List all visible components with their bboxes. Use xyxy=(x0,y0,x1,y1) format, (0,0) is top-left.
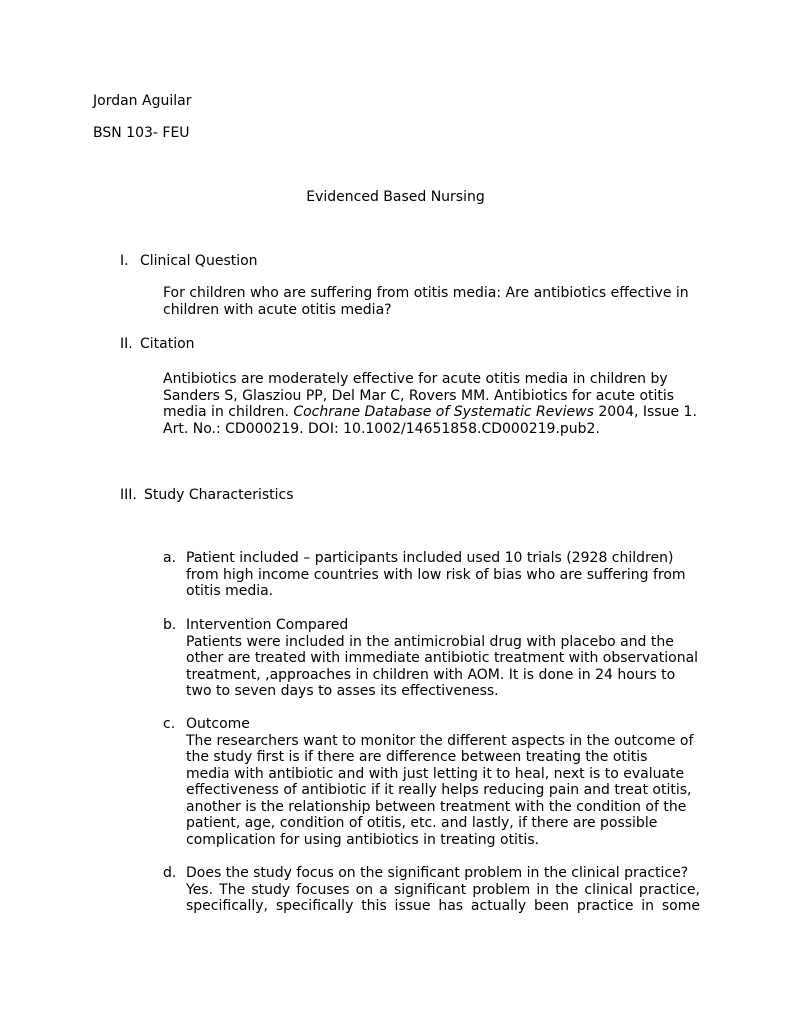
list-item-significant-problem xyxy=(186,865,700,915)
item-line: effectiveness of antibiotic if it really helps reducing pain and treat otitis, xyxy=(186,782,692,798)
item-line: another is the relationship between treatment with the condition of the xyxy=(186,798,687,815)
section-heading-clinical-question: Clinical Question xyxy=(140,253,258,269)
item-line: The researchers want to monitor the different aspects in the outcome of xyxy=(186,732,694,749)
section-number: III. xyxy=(120,487,137,503)
citation-paragraph xyxy=(163,371,703,437)
section-heading-citation: Citation xyxy=(140,336,195,352)
section-heading-study-characteristics: Study Characteristics xyxy=(144,487,294,503)
item-line: Intervention Compared xyxy=(186,617,349,633)
list-item-patient-included xyxy=(186,550,700,600)
item-line: specifically, specifically this issue has actually been practice in some xyxy=(186,898,700,914)
item-line: Yes. The study focuses on a significant problem in the clinical practice, xyxy=(186,881,700,898)
document-title: Evidenced Based Nursing xyxy=(306,189,485,205)
list-item-intervention-compared xyxy=(186,617,700,700)
item-line: the study first is if there are difference between treating the otitis xyxy=(186,749,648,765)
paragraph-line: For children who are suffering from otitis media: Are antibiotics effective in xyxy=(163,285,689,301)
journal-title: Cochrane Database of Systematic Reviews xyxy=(293,404,594,420)
paragraph-line: children with acute otitis media? xyxy=(163,301,392,318)
item-line: treatment, ,approaches in children with AOM. It is done in 24 hours to xyxy=(186,666,676,683)
clinical-question-paragraph xyxy=(163,285,703,318)
author-name: Jordan Aguilar xyxy=(93,93,192,109)
item-line: Patients were included in the antimicrobial drug with placebo and the xyxy=(186,633,674,650)
citation-text: media in children. xyxy=(163,404,294,420)
item-line: media with antibiotic and with just letting it to heal, next is to evaluate xyxy=(186,765,685,782)
citation-text: 2004, Issue 1. xyxy=(593,404,697,420)
citation-line xyxy=(163,404,703,421)
citation-line: Antibiotics are moderately effective for acute otitis media in children by xyxy=(163,371,668,387)
item-line: two to seven days to asses its effectiveness. xyxy=(186,683,499,699)
item-line: Does the study focus on the significant problem in the clinical practice? xyxy=(186,865,689,881)
citation-line: Sanders S, Glasziou PP, Del Mar C, Rovers MM. Antibiotics for acute otitis xyxy=(163,387,675,404)
course-code: BSN 103- FEU xyxy=(93,125,190,141)
item-line: Outcome xyxy=(186,716,250,732)
item-line: otitis media. xyxy=(186,583,274,599)
item-line: patient, age, condition of otitis, etc. and lastly, if there are possible xyxy=(186,815,658,831)
list-item-letter: a. xyxy=(163,550,177,566)
item-line: other are treated with immediate antibiotic treatment with observational xyxy=(186,650,699,666)
item-line: complication for using antibiotics in treating otitis. xyxy=(186,831,540,848)
list-item-letter: b. xyxy=(163,617,177,633)
citation-line: Art. No.: CD000219. DOI: 10.1002/14651858.CD000219.pub2. xyxy=(163,420,600,437)
section-number: II. xyxy=(120,336,133,352)
item-line: Patient included – participants included used 10 trials (2928 children) xyxy=(186,550,674,566)
list-item-outcome xyxy=(186,716,700,848)
list-item-letter: c. xyxy=(163,716,176,732)
section-number: I. xyxy=(120,253,129,269)
list-item-letter: d. xyxy=(163,865,177,881)
item-line: from high income countries with low risk of bias who are suffering from xyxy=(186,566,686,583)
